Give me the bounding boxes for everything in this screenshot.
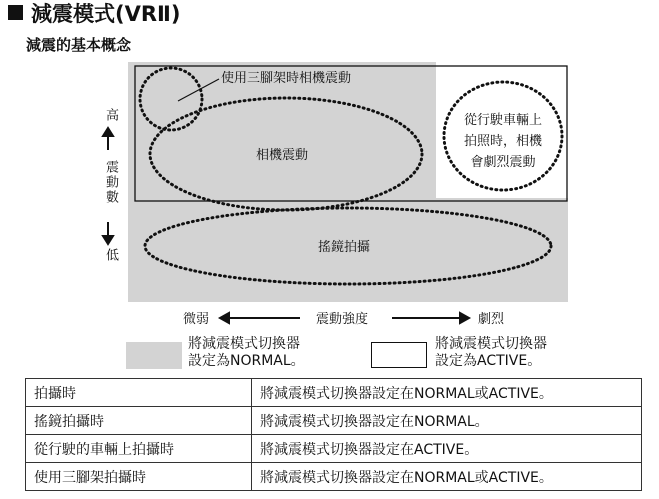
panning-label: 搖鏡拍攝: [318, 240, 371, 255]
down-arrow-icon: [103, 236, 113, 244]
y-axis-high-label: 高: [103, 108, 118, 123]
legend-active-swatch: [371, 342, 427, 368]
title-text: 減震模式(VRⅡ): [31, 2, 181, 26]
table-row: [26, 407, 642, 435]
x-axis-label: 震動強度: [316, 312, 369, 327]
setting-cell: 將減震模式切換器設定在ACTIVE。: [252, 435, 642, 463]
legend-active-line2: 設定為ACTIVE。: [435, 353, 542, 369]
camera-shake-label: 相機震動: [256, 148, 309, 163]
y-axis-low-label: 低: [103, 248, 118, 263]
table-row: [26, 435, 642, 463]
tripod-callout-label: 使用三腳架時相機震動: [221, 71, 352, 86]
legend-normal-text: [188, 336, 305, 370]
situation-cell: 使用三腳架拍攝時: [26, 463, 252, 491]
vehicle-label-line1: 從行駛車輛上: [463, 113, 543, 128]
setting-cell: 將減震模式切換器設定在NORMAL。: [252, 407, 642, 435]
table-row: [26, 379, 642, 407]
vehicle-label-line2: 拍照時，相機: [463, 134, 543, 149]
setting-cell: 將減震模式切換器設定在NORMAL或ACTIVE。: [252, 463, 642, 491]
legend-normal-line1: 將減震模式切換器: [188, 336, 300, 352]
y-axis-label: 震動數: [103, 160, 118, 205]
setting-cell: 將減震模式切換器設定在NORMAL或ACTIVE。: [252, 379, 642, 407]
legend-normal-line2: 設定為NORMAL。: [188, 353, 305, 369]
legend-normal-swatch: [126, 342, 182, 369]
table-row: [26, 463, 642, 491]
situation-cell: 拍攝時: [26, 379, 252, 407]
x-axis-strong-label: 劇烈: [478, 312, 505, 327]
vr-settings-table: [25, 378, 642, 491]
left-arrow-icon: [220, 313, 229, 323]
x-axis-weak-label: 微弱: [183, 312, 210, 327]
legend-active-text: [435, 336, 547, 370]
situation-cell: 搖鏡拍攝時: [26, 407, 252, 435]
up-arrow-icon: [103, 128, 113, 136]
right-arrow-icon: [460, 313, 469, 323]
legend-active-line1: 將減震模式切換器: [435, 336, 547, 352]
vehicle-label-line3: 會劇烈震動: [470, 155, 536, 170]
situation-cell: 從行駛的車輛上拍攝時: [26, 435, 252, 463]
section-subtitle: 減震的基本概念: [26, 36, 132, 54]
